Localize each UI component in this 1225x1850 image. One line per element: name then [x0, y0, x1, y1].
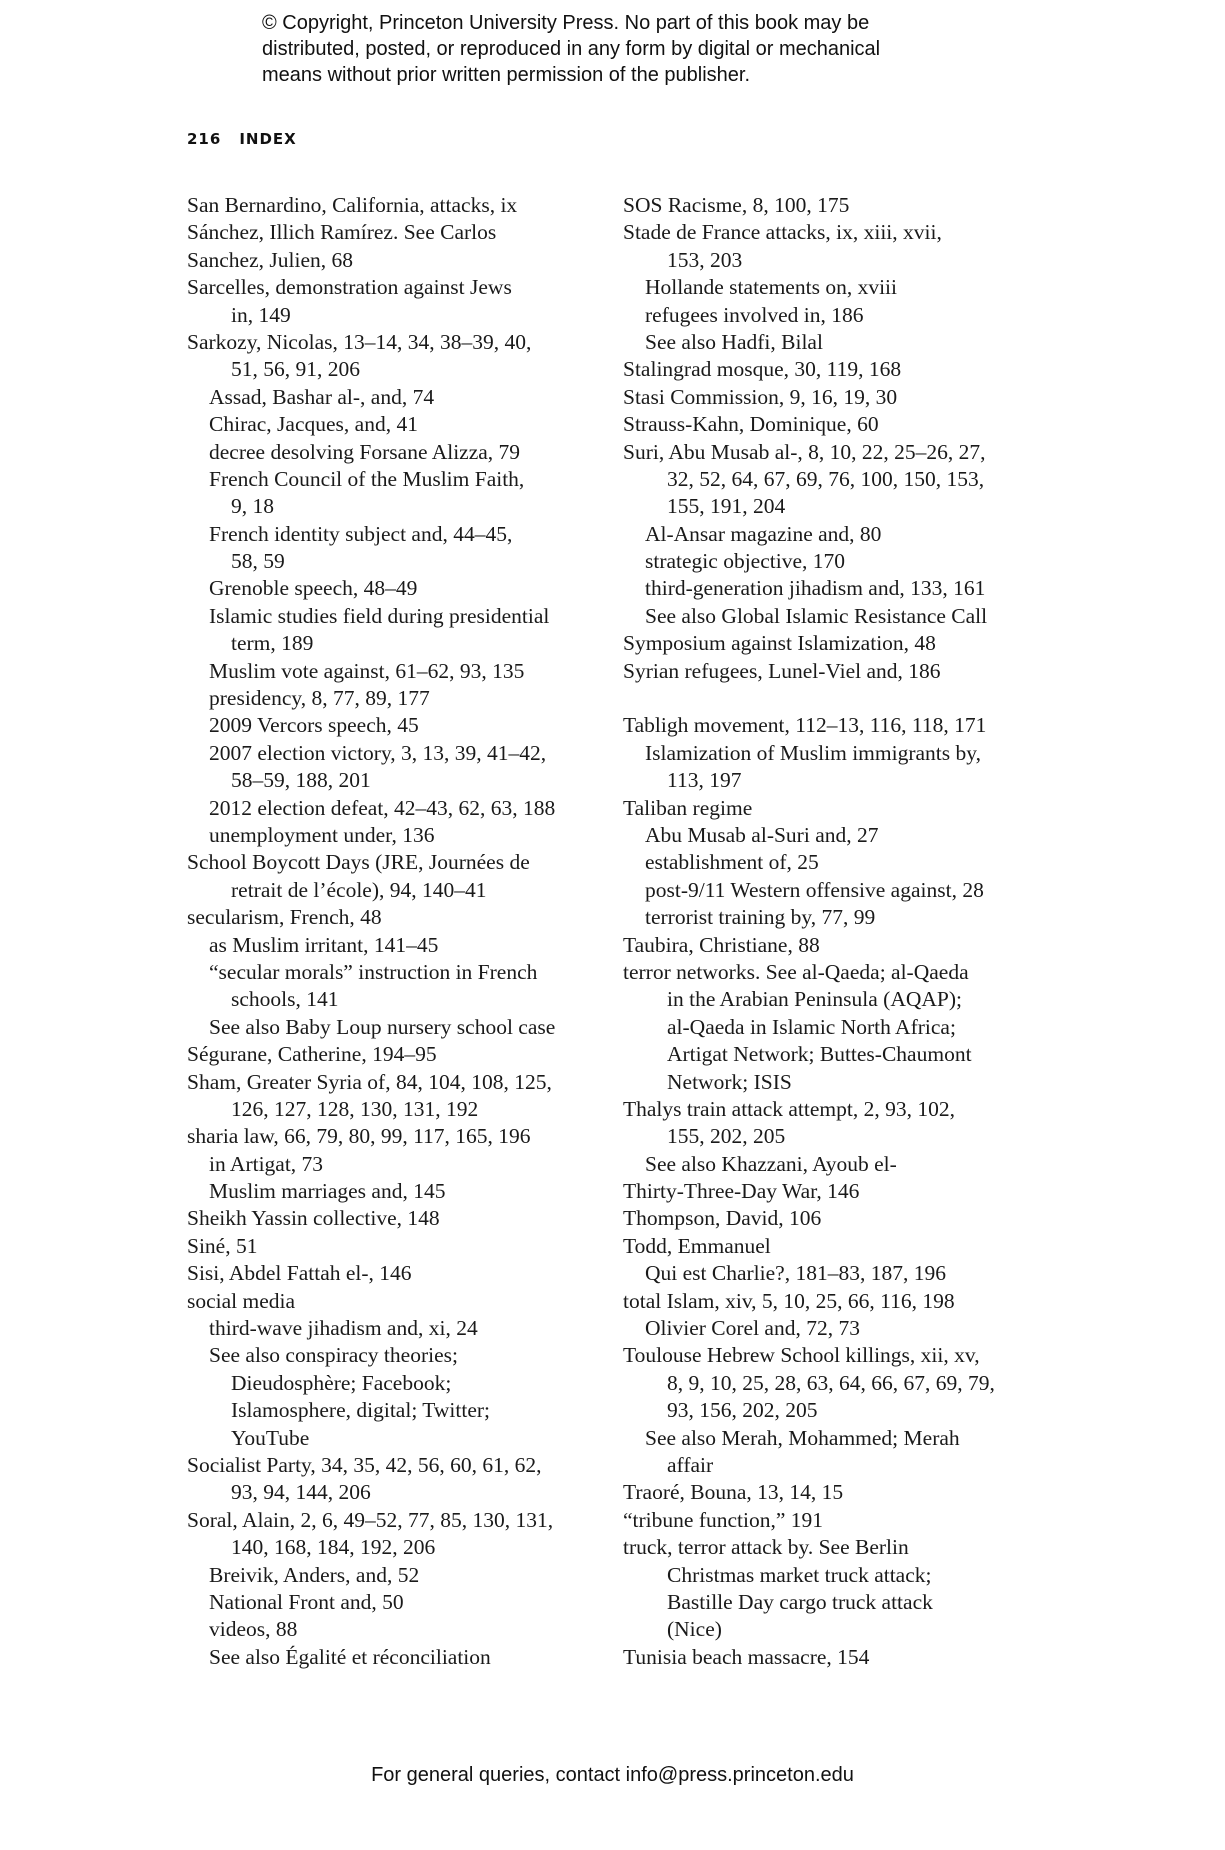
index-subentry: Abu Musab al-Suri and, 27 — [645, 822, 879, 847]
index-continuation: 93, 94, 144, 206 — [231, 1480, 371, 1505]
index-continuation: schools, 141 — [231, 987, 339, 1012]
index-continuation: Christmas market truck attack; — [667, 1562, 932, 1587]
index-subentry: 2012 election defeat, 42–43, 62, 63, 188 — [209, 795, 556, 820]
index-subentry: “secular morals” instruction in French — [209, 959, 538, 984]
index-entry: Suri, Abu Musab al-, 8, 10, 22, 25–26, 27, — [623, 439, 986, 464]
index-subentry: See also Global Islamic Resistance Call — [645, 603, 988, 628]
index-entry: terror networks. See al-Qaeda; al-Qaeda — [623, 959, 969, 984]
index-subentry: French Council of the Muslim Faith, — [209, 466, 525, 491]
index-subentry: See also Khazzani, Ayoub el- — [645, 1151, 897, 1176]
index-continuation: Islamosphere, digital; Twitter; — [231, 1398, 491, 1423]
copyright-notice — [262, 10, 1022, 88]
index-entry: Taliban regime — [623, 795, 753, 820]
index-entry: Soral, Alain, 2, 6, 49–52, 77, 85, 130, 131, — [187, 1507, 554, 1532]
index-continuation: 155, 191, 204 — [667, 494, 786, 519]
index-entry: Symposium against Islamization, 48 — [623, 631, 936, 656]
index-subentry: Al-Ansar magazine and, 80 — [645, 521, 882, 546]
index-continuation: 8, 9, 10, 25, 28, 63, 64, 66, 67, 69, 79, — [667, 1370, 995, 1395]
page-number: 216 — [187, 130, 222, 148]
index-subentry: refugees involved in, 186 — [645, 302, 864, 327]
index-subentry: strategic objective, 170 — [645, 549, 845, 574]
index-continuation: 32, 52, 64, 67, 69, 76, 100, 150, 153, — [667, 466, 985, 491]
index-subentry: Hollande statements on, xviii — [645, 275, 897, 300]
index-subentry: Breivik, Anders, and, 52 — [209, 1562, 420, 1587]
index-continuation: 9, 18 — [231, 494, 274, 519]
index-entry: Thirty-Three-Day War, 146 — [623, 1179, 860, 1204]
index-entry: Tabligh movement, 112–13, 116, 118, 171 — [623, 713, 987, 738]
index-entry: Stalingrad mosque, 30, 119, 168 — [623, 357, 902, 382]
index-continuation: 140, 168, 184, 192, 206 — [231, 1535, 436, 1560]
section-title: INDEX — [239, 130, 297, 148]
copyright-line: © Copyright, Princeton University Press. No part of this book may be — [262, 12, 870, 34]
index-subentry: Qui est Charlie?, 181–83, 187, 196 — [645, 1261, 946, 1286]
index-entry: Thompson, David, 106 — [623, 1206, 822, 1231]
index-entry: Sánchez, Illich Ramírez. See Carlos — [187, 220, 497, 245]
index-entry: truck, terror attack by. See Berlin — [623, 1535, 909, 1560]
index-subentry: decree desolving Forsane Alizza, 79 — [209, 439, 521, 464]
index-entry: Sham, Greater Syria of, 84, 104, 108, 125, — [187, 1069, 552, 1094]
index-continuation: 155, 202, 205 — [667, 1124, 786, 1149]
index-entry: Traoré, Bouna, 13, 14, 15 — [623, 1480, 844, 1505]
index-subentry: terrorist training by, 77, 99 — [645, 905, 876, 930]
index-subentry: in Artigat, 73 — [209, 1151, 324, 1176]
index-subentry: 2009 Vercors speech, 45 — [209, 713, 419, 738]
index-entry: Sarkozy, Nicolas, 13–14, 34, 38–39, 40, — [187, 329, 532, 354]
index-column-right — [623, 192, 1063, 1671]
index-entry: Sanchez, Julien, 68 — [187, 247, 353, 272]
index-subentry: Chirac, Jacques, and, 41 — [209, 412, 418, 437]
index-continuation: al-Qaeda in Islamic North Africa; — [667, 1014, 956, 1039]
index-subentry: third-wave jihadism and, xi, 24 — [209, 1316, 478, 1341]
index-continuation: term, 189 — [231, 631, 314, 656]
index-continuation: 113, 197 — [667, 768, 742, 793]
index-continuation: 58, 59 — [231, 549, 285, 574]
index-subentry: See also Hadfi, Bilal — [645, 329, 823, 354]
index-subentry: as Muslim irritant, 141–45 — [209, 932, 439, 957]
index-entry: Sarcelles, demonstration against Jews — [187, 275, 512, 300]
index-entry: Toulouse Hebrew School killings, xii, xv, — [623, 1343, 980, 1368]
footer-contact: For general queries, contact info@press.princeton.edu — [371, 1764, 854, 1786]
index-subentry: Grenoble speech, 48–49 — [209, 576, 418, 601]
index-continuation: Bastille Day cargo truck attack — [667, 1589, 933, 1614]
index-entry: total Islam, xiv, 5, 10, 25, 66, 116, 198 — [623, 1288, 955, 1313]
index-continuation: 51, 56, 91, 206 — [231, 357, 360, 382]
index-entry: Tunisia beach massacre, 154 — [623, 1644, 870, 1669]
index-continuation: in the Arabian Peninsula (AQAP); — [667, 987, 962, 1012]
index-subentry: 2007 election victory, 3, 13, 39, 41–42, — [209, 740, 547, 765]
index-entry: San Bernardino, California, attacks, ix — [187, 193, 518, 217]
index-entry: sharia law, 66, 79, 80, 99, 117, 165, 196 — [187, 1124, 531, 1149]
index-subentry: French identity subject and, 44–45, — [209, 521, 513, 546]
index-subentry: presidency, 8, 77, 89, 177 — [209, 686, 430, 711]
index-continuation: affair — [667, 1452, 714, 1477]
index-subentry: Muslim marriages and, 145 — [209, 1179, 446, 1204]
index-entry: social media — [187, 1288, 296, 1313]
index-entry: Sisi, Abdel Fattah el-, 146 — [187, 1261, 412, 1286]
index-subentry: third-generation jihadism and, 133, 161 — [645, 576, 986, 601]
index-continuation: (Nice) — [667, 1617, 722, 1642]
index-entry: Thalys train attack attempt, 2, 93, 102, — [623, 1096, 955, 1121]
index-continuation: 93, 156, 202, 205 — [667, 1398, 818, 1423]
index-subentry: Islamic studies field during presidential — [209, 603, 550, 628]
index-entry: Socialist Party, 34, 35, 42, 56, 60, 61, 62, — [187, 1452, 542, 1477]
index-entry: Siné, 51 — [187, 1233, 258, 1258]
index-subentry: See also Baby Loup nursery school case — [209, 1014, 556, 1039]
index-subentry: See also Merah, Mohammed; Merah — [645, 1425, 960, 1450]
index-entry: Ségurane, Catherine, 194–95 — [187, 1042, 437, 1067]
index-continuation: Network; ISIS — [667, 1069, 792, 1094]
index-subentry: post-9/11 Western offensive against, 28 — [645, 877, 984, 902]
index-subentry: Olivier Corel and, 72, 73 — [645, 1316, 860, 1341]
index-entry: Todd, Emmanuel — [623, 1233, 771, 1258]
index-continuation: 153, 203 — [667, 247, 743, 272]
index-entry: Sheikh Yassin collective, 148 — [187, 1206, 440, 1231]
index-continuation: YouTube — [231, 1425, 310, 1450]
index-subentry: Muslim vote against, 61–62, 93, 135 — [209, 658, 525, 683]
index-entry: Strauss-Kahn, Dominique, 60 — [623, 412, 879, 437]
index-entry: Taubira, Christiane, 88 — [623, 932, 820, 957]
index-entry: School Boycott Days (JRE, Journées de — [187, 850, 530, 875]
index-subentry: videos, 88 — [209, 1617, 298, 1642]
index-subentry: Islamization of Muslim immigrants by, — [645, 740, 982, 765]
copyright-line: distributed, posted, or reproduced in any form by digital or mechanical — [262, 38, 881, 60]
index-continuation: 126, 127, 128, 130, 131, 192 — [231, 1096, 479, 1121]
index-subentry: establishment of, 25 — [645, 850, 819, 875]
index-subentry: See also conspiracy theories; — [209, 1343, 458, 1368]
index-entry: Stasi Commission, 9, 16, 19, 30 — [623, 384, 898, 409]
index-continuation: in, 149 — [231, 302, 291, 327]
index-entry: Syrian refugees, Lunel-Viel and, 186 — [623, 658, 941, 683]
index-continuation: Dieudosphère; Facebook; — [231, 1370, 452, 1395]
copyright-line: means without prior written permission of the publisher. — [262, 64, 751, 86]
index-entry: secularism, French, 48 — [187, 905, 382, 930]
running-head — [187, 130, 315, 148]
index-subentry: Assad, Bashar al-, and, 74 — [209, 384, 435, 409]
index-continuation: 58–59, 188, 201 — [231, 768, 371, 793]
index-entry: SOS Racisme, 8, 100, 175 — [623, 193, 850, 217]
index-entry: “tribune function,” 191 — [623, 1507, 824, 1532]
index-subentry: National Front and, 50 — [209, 1589, 404, 1614]
letter-gap — [623, 685, 1063, 712]
index-subentry: See also Égalité et réconciliation — [209, 1644, 491, 1669]
index-column-left — [187, 192, 627, 1671]
index-continuation: retrait de l’école), 94, 140–41 — [231, 877, 487, 902]
index-entry: Stade de France attacks, ix, xiii, xvii, — [623, 220, 942, 245]
index-continuation: Artigat Network; Buttes-Chaumont — [667, 1042, 972, 1067]
index-subentry: unemployment under, 136 — [209, 822, 435, 847]
